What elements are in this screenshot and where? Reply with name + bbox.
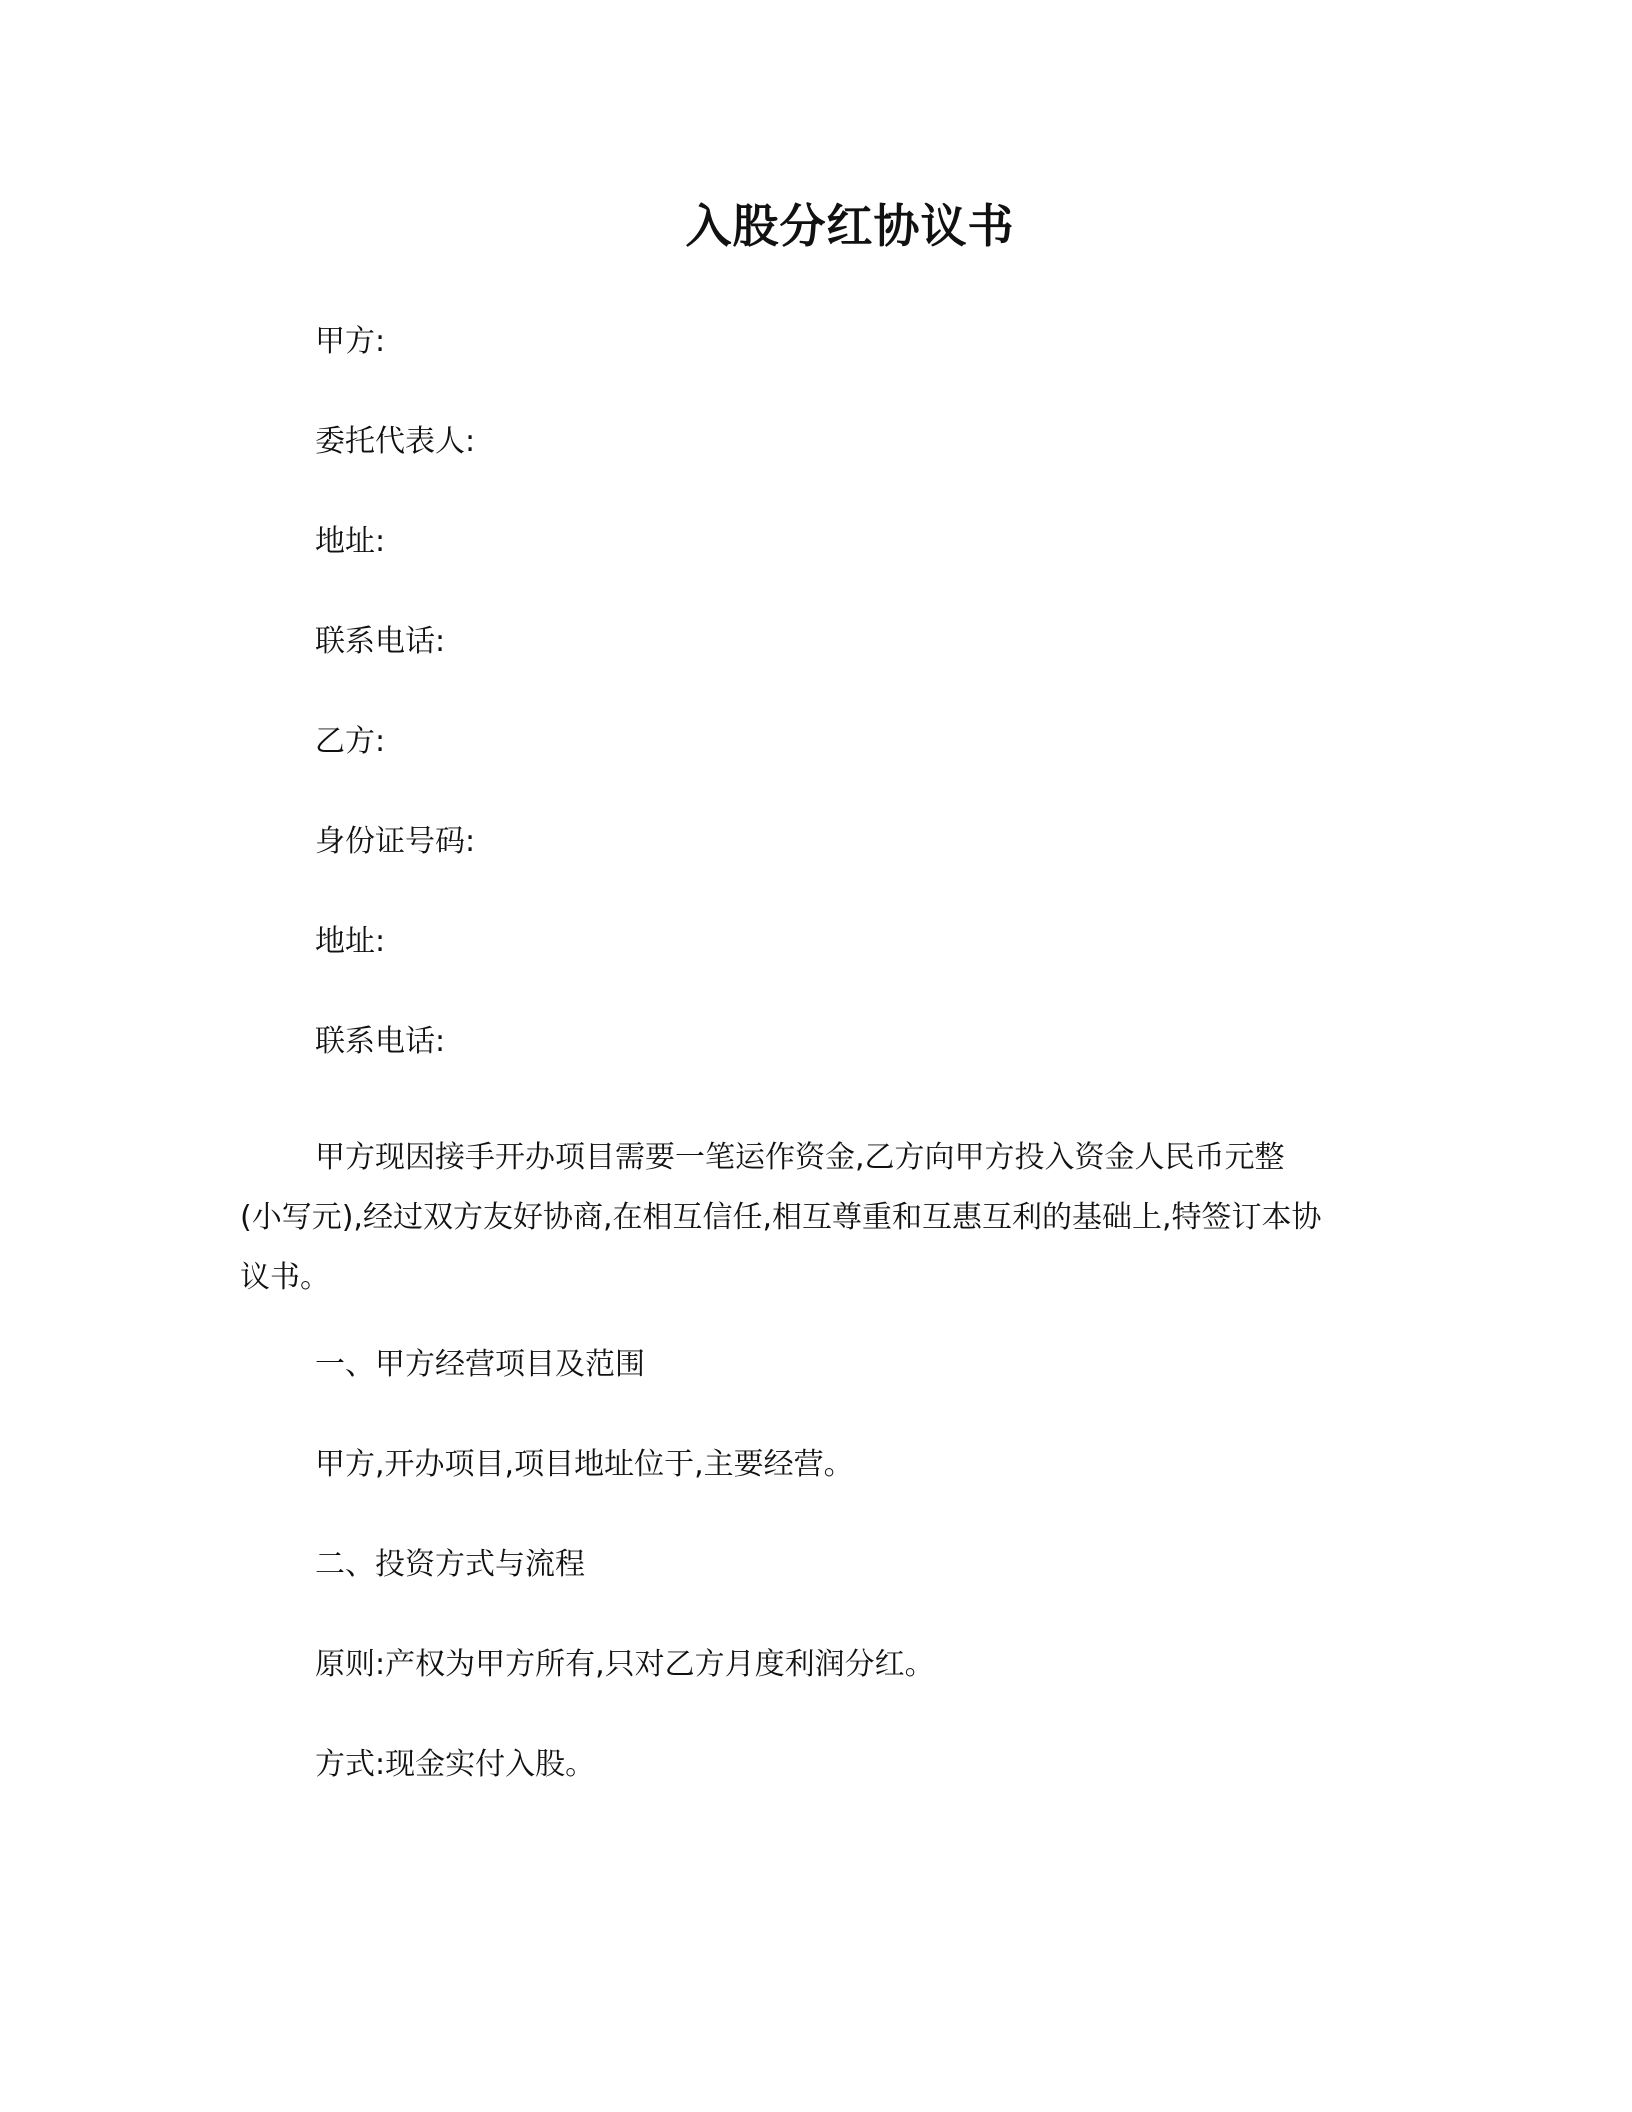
party-a-address: 地址: xyxy=(315,524,386,559)
section2-principle: 原则:产权为甲方所有,只对乙方月度利润分红。 xyxy=(315,1647,935,1682)
intro-paragraph xyxy=(240,1128,1385,1308)
section1-body: 甲方,开办项目,项目地址位于,主要经营。 xyxy=(315,1447,854,1482)
section2-heading: 二、投资方式与流程 xyxy=(315,1547,585,1582)
party-a-phone: 联系电话: xyxy=(315,624,446,659)
party-b-id-number: 身份证号码: xyxy=(315,824,476,859)
intro-line: 甲方现因接手开办项目需要一笔运作资金,乙方向甲方投入资金人民币元整 xyxy=(315,1140,1285,1175)
party-b-phone: 联系电话: xyxy=(315,1024,446,1059)
party-a-representative: 委托代表人: xyxy=(315,424,476,459)
section2-method: 方式:现金实付入股。 xyxy=(315,1747,596,1782)
party-b-address: 地址: xyxy=(315,924,386,959)
intro-line: 议书。 xyxy=(240,1260,330,1295)
intro-line: (小写元),经过双方友好协商,在相互信任,相互尊重和互惠互利的基础上,特签订本协 xyxy=(240,1200,1322,1235)
section1-heading: 一、甲方经营项目及范围 xyxy=(315,1347,645,1382)
document-title: 入股分红协议书 xyxy=(685,199,1015,253)
party-b-label: 乙方: xyxy=(315,724,386,759)
party-a-label: 甲方: xyxy=(315,324,386,359)
